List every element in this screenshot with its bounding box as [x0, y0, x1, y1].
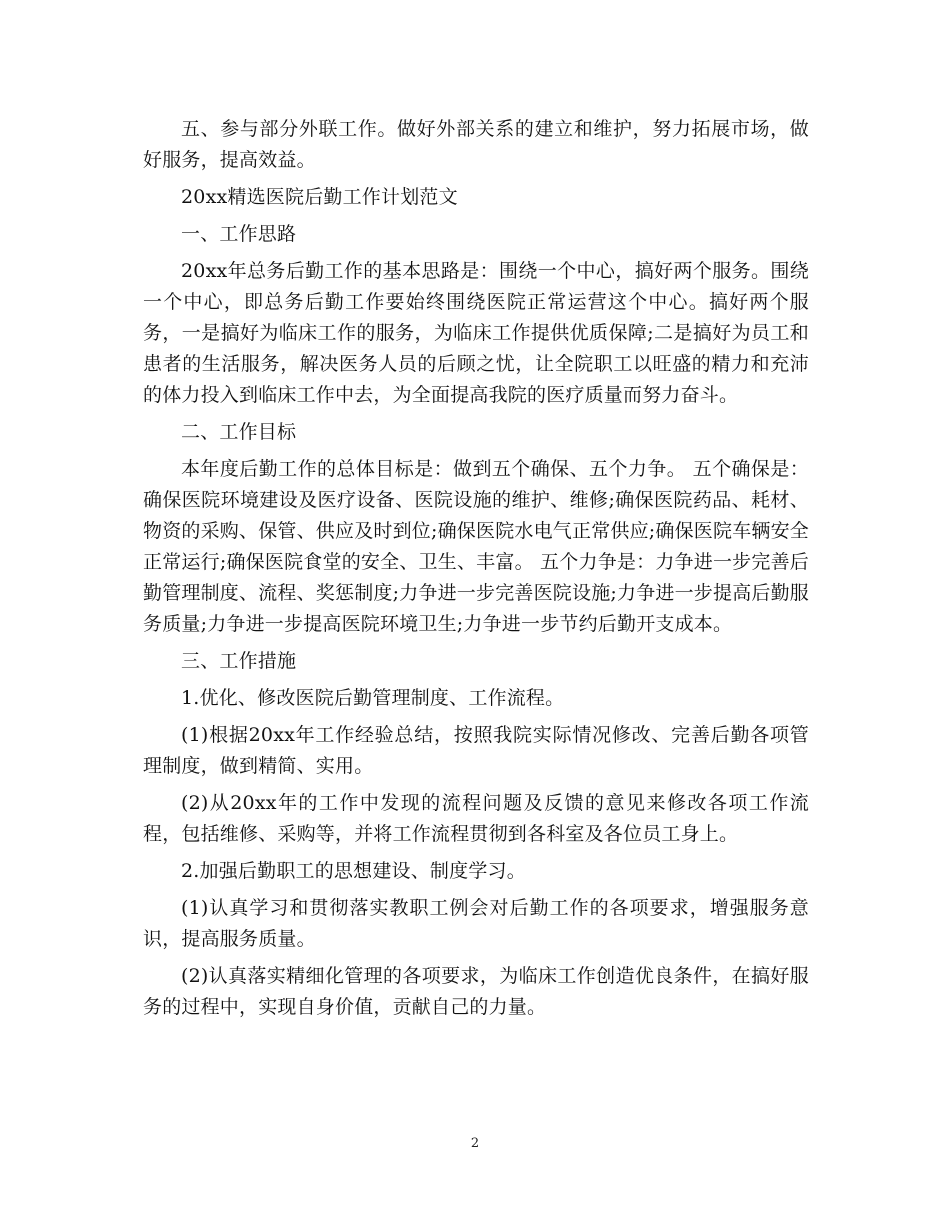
- paragraph-work-approach: 20xx年总务后勤工作的基本思路是：围绕一个中心，搞好两个服务。围绕一个中心，即总务后勤工作要始终围绕医院正常运营这个中心。搞好两个服务，一是搞好为临床工作的服务，为临床工作提供优质保障;二是搞好为员工和患者的生活服务，解决医务人员的后顾之忧，让全院职工以旺盛的精力和充沛的体力投入到临床工作中去，为全面提高我院的医疗质量而努力奋斗。: [143, 260, 809, 406]
- article-title: 20xx精选医院后勤工作计划范文: [181, 186, 458, 208]
- page-number: 2: [470, 1136, 480, 1151]
- measure-subitem-2-2: (2)认真落实精细化管理的各项要求，为临床工作创造优良条件，在搞好服务的过程中，实现自身价值，贡献自己的力量。: [143, 965, 809, 1018]
- measure-item-2: 2.加强后勤职工的思想建设、制度学习。: [181, 860, 526, 882]
- section-heading-work-goals: 二、工作目标: [181, 421, 297, 443]
- measure-item-1: 1.优化、修改医院后勤管理制度、工作流程。: [181, 687, 565, 709]
- section-heading-work-approach: 一、工作思路: [181, 223, 297, 245]
- measure-subitem-1-2: (2)从20xx年的工作中发现的流程问题及反馈的意见来修改各项工作流程，包括维修、采购等，并将工作流程贯彻到各科室及各位员工身上。: [143, 792, 809, 845]
- section-heading-work-measures: 三、工作措施: [181, 650, 297, 672]
- measure-subitem-2-1: (1)认真学习和贯彻落实教职工例会对后勤工作的各项要求，增强服务意识，提高服务质量。: [143, 897, 809, 950]
- measure-subitem-1-1: (1)根据20xx年工作经验总结，按照我院实际情况修改、完善后勤各项管理制度，做到精简、实用。: [143, 724, 809, 777]
- paragraph-outreach-work: 五、参与部分外联工作。做好外部关系的建立和维护，努力拓展市场，做好服务，提高效益。: [143, 118, 809, 171]
- document-body: [143, 114, 809, 1029]
- paragraph-work-goals: 本年度后勤工作的总体目标是：做到五个确保、五个力争。 五个确保是：确保医院环境建设及医疗设备、医院设施的维护、维修;确保医院药品、耗材、物资的采购、保管、供应及时到位;确保医院水电气正常供应;确保医院车辆安全正常运行;确保医院食堂的安全、卫生、丰富。 五个力争是：力争进一步完善后勤管理制度、流程、奖惩制度;力争进一步完善医院设施;力争进一步提高后勤服务质量;力争进一步提高医院环境卫生;力争进一步节约后勤开支成本。: [143, 458, 810, 635]
